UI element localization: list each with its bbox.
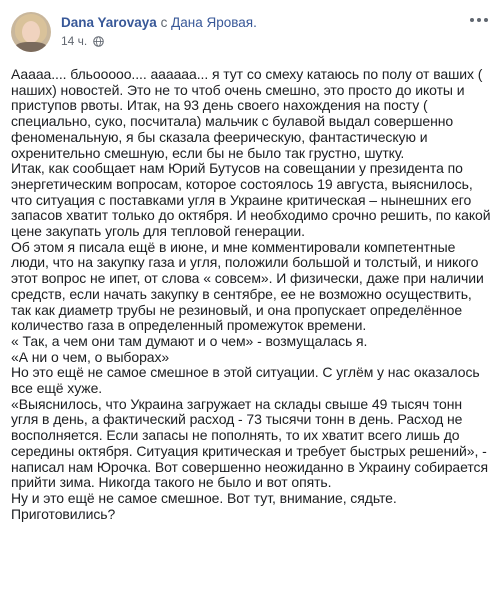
post-meta xyxy=(61,33,104,49)
with-separator: с xyxy=(160,15,168,30)
post-paragraph: Об этом я писала ещё в июне, и мне комментировали компетентные люди, что на закупку газа и угля, положили большой и толстый, и никого этот вопрос не ипет, от слова « совсем». И физически, даже при наличии средств, если начать закупку в сентябре, ее не возможно осуществить, так как диаметр трубы не резиновый, и она пропускает определённое количество газа в определенный промежуток времени. xyxy=(11,238,484,334)
post-paragraph: Ааааа.... бльооооо.... аааааа... я тут со смеху катаюсь по полу от ваших ( наших) новостей. Это не то чтоб очень смешно, это просто до икоты и приступов рвоты. Итак, на 93 день своего нахождения на посту ( специально, суко, посчитала) мальчик с булавой выдал совершенно феноменальную, я бы сказала феерическую, фантастическую и охренительно смешную, если бы не было так грустно, шутку. xyxy=(11,66,483,161)
post-header xyxy=(0,0,501,62)
more-options-icon[interactable] xyxy=(469,14,489,26)
dot xyxy=(470,18,474,22)
author-avatar[interactable] xyxy=(11,12,51,52)
post-timestamp[interactable]: 14 ч. xyxy=(61,34,88,48)
avatar-face xyxy=(22,21,40,43)
post-paragraph: « Так, а чем они там думают и о чем» - возмущалась я. xyxy=(11,332,368,349)
dot xyxy=(484,18,488,22)
post-text xyxy=(11,67,493,522)
tagged-name-link[interactable]: Дана Яровая. xyxy=(171,15,257,30)
author-name-link[interactable]: Dana Yarovaya xyxy=(61,15,157,30)
post-paragraph: Но это ещё не самое смешное в этой ситуации. С углём у нас оказалось все ещё хуже. xyxy=(11,364,480,397)
globe-icon xyxy=(93,36,104,47)
author-line xyxy=(61,14,257,31)
post-paragraph: «Выяснилось, что Украина загружает на склады свыше 49 тысяч тонн угля в день, а фактический расход - 73 тысячи тонн в день. Расход не восполняется. Если запасы не пополнять, то их хватит всего лишь до середины октября. Ситуация критическая и требует быстрых решений», - написал нам Юрочка. Вот совершенно неожиданно в Украину собирается прийти зима. Никогда такого не было и вот опять. xyxy=(11,395,488,491)
post-paragraph: «А ни о чем, о выборах» xyxy=(11,348,170,365)
avatar-body xyxy=(14,42,48,52)
post-paragraph: Ну и это ещё не самое смешное. Вот тут, внимание, сядьте. Приготовились? xyxy=(11,489,397,522)
post-paragraph: Итак, как сообщает нам Юрий Бутусов на совещании у президента по энергетическим вопросам, которое состоялось 19 августа, выяснилось, что ситуация с поставками угля в Украине критическая – нынешних его запасов хватит только до октября. И необходимо срочно решить, по какой цене закупать уголь для тепловой генерации. xyxy=(11,160,491,240)
dot xyxy=(477,18,481,22)
